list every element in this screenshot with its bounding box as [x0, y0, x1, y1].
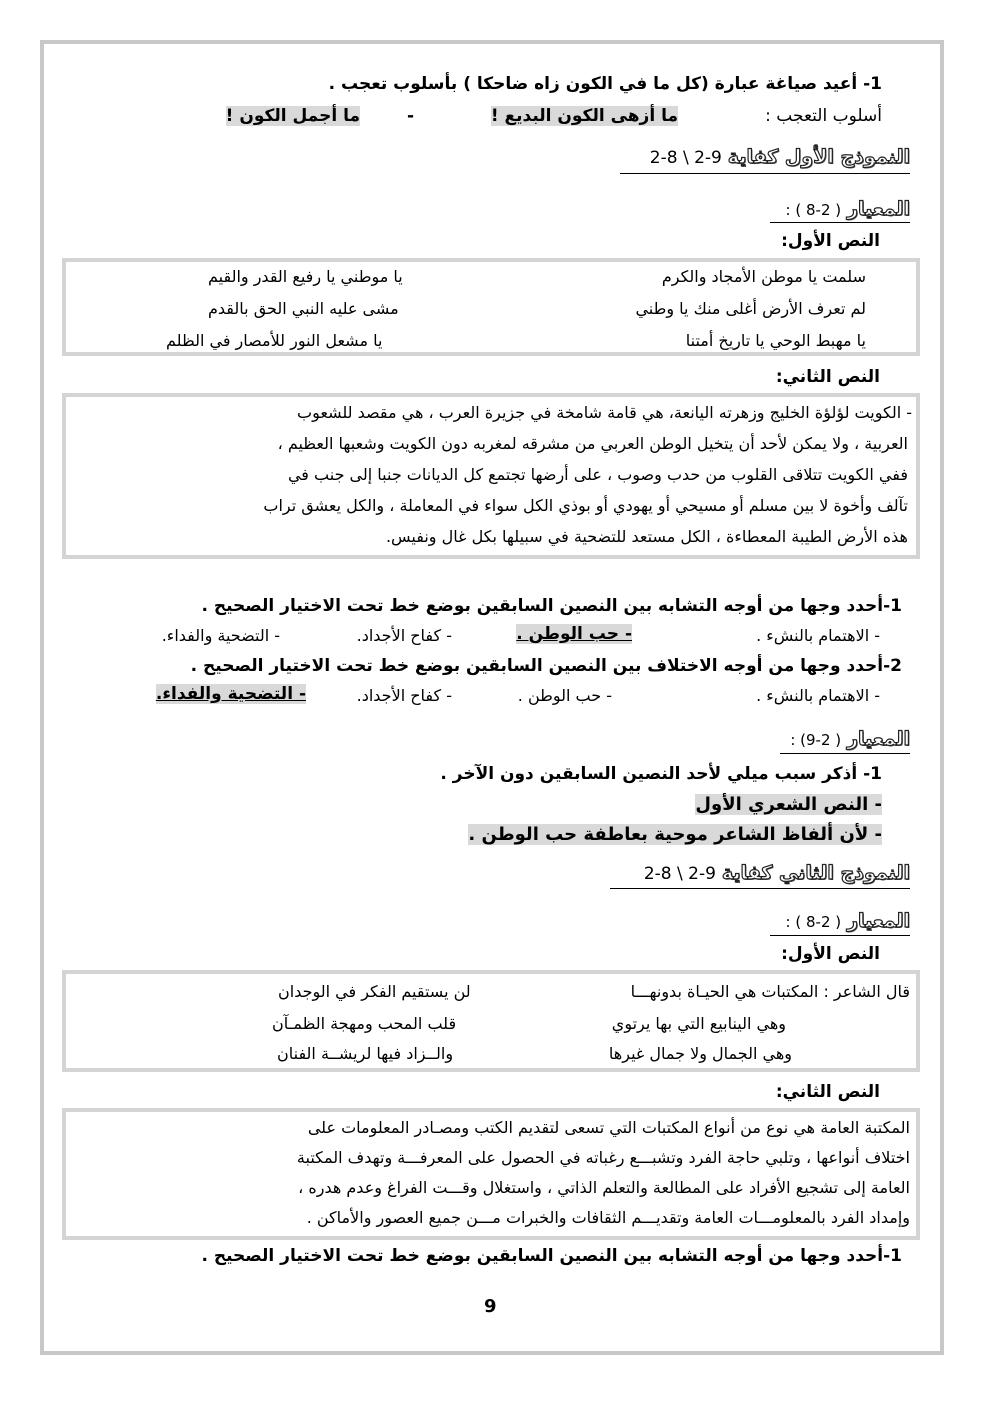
exclamation-answer-1: ما أزهى الكون البديع !: [490, 106, 678, 126]
poem-verse-right: وهي الينابيع التي بها يرتوي: [611, 1014, 786, 1033]
prose-line: المكتبة العامة هي نوع من أنواع المكتبات التي تسعى لتقديم الكتب ومصـادر المعلومات على: [307, 1118, 910, 1137]
prose-line: - الكويت لؤلؤة الخليج وزهرته اليانعة، هي قامة شامخة في جزيرة العرب ، هي مقصد للشعوب: [297, 403, 912, 422]
model2-standard-1-underline: [770, 935, 910, 936]
poem-verse-right: يا مهبط الوحي يا تاريخ أمتنا: [685, 331, 866, 350]
model2-prose-box: [62, 1108, 920, 1240]
poem-verse-right: سلمت يا موطن الأمجاد والكرم: [661, 267, 866, 286]
option-item: - كفاح الأجداد.: [356, 626, 452, 645]
model1-text2-label: النص الثاني:: [775, 367, 880, 387]
model2-text1-label: النص الأول:: [781, 944, 880, 964]
poem-verse-left: يا مشعل النور للأمصار في الظلم: [166, 331, 383, 350]
option-item-selected: - التضحية والفداء.: [155, 684, 306, 704]
model1-question-difference: 2-أحدد وجها من أوجه الاختلاف بين النصين السابقين بوضع خط تحت الاختيار الصحيح .: [190, 656, 902, 676]
poem-verse-right: وهي الجمال ولا جمال غيرها: [608, 1044, 792, 1063]
model1-prose-box: [62, 393, 920, 559]
option-item: - الاهتمام بالنشء .: [756, 626, 880, 645]
model1-question-preference: 1- أذكر سبب ميلي لأحد النصين السابقين دون الآخر .: [440, 764, 882, 784]
poem-verse-left: لن يستقيم الفكر في الوجدان: [278, 982, 471, 1001]
prose-line: اختلاف أنواعها ، وتلبي حاجة الفرد وتشبـــع رغباته في الحصول على المعرفـــة وتهدف المكتبة: [296, 1148, 910, 1167]
model2-text2-label: النص الثاني:: [775, 1082, 880, 1102]
intro-question: 1- أعيد صياغة عبارة (كل ما في الكون زاه ضاحكا ) بأسلوب تعجب .: [328, 74, 882, 94]
prose-line: هذه الأرض الطيبة المعطاءة ، الكل مستعد للتضحية في سبيلها بكل غال ونفيس.: [385, 527, 908, 546]
poem-verse-left: قلب المحب ومهجة الظمـآن: [272, 1014, 457, 1033]
option-item: - حب الوطن .: [517, 686, 612, 705]
model2-question-similarity: 1-أحدد وجها من أوجه التشابه بين النصين السابقين بوضع خط تحت الاختيار الصحيح .: [201, 1246, 902, 1266]
option-item: - كفاح الأجداد.: [356, 686, 452, 705]
prose-line: تآلف وأخوة لا بين مسلم أو مسيحي أو يهودي أو بوذي الكل سواء في المعاملة ، والكل يعشق تراب: [263, 496, 908, 515]
model1-standard-1: المعيار ( 2-8 ) :: [785, 198, 910, 220]
model1-poem-box: [62, 258, 920, 356]
option-item: - الاهتمام بالنشء .: [756, 686, 880, 705]
prose-line: ففي الكويت تتلاقى القلوب من حدب وصوب ، على أرضها تجتمع كل الديانات جنبا إلى جنب في: [287, 465, 908, 484]
poem-verse-right: لم تعرف الأرض أغلى منك يا وطني: [635, 299, 866, 318]
exclamation-dash: -: [406, 106, 414, 126]
model1-question-similarity: 1-أحدد وجها من أوجه التشابه بين النصين السابقين بوضع خط تحت الاختيار الصحيح .: [201, 596, 902, 616]
model1-title: النموذج الأول كفاية 2-8 \ 2-9: [649, 146, 910, 168]
model2-title: النموذج الثاني كفاية 2-8 \ 2-9: [643, 862, 910, 884]
preference-answer-2: - لأن ألفاظ الشاعر موحية بعاطفة حب الوطن .: [468, 824, 882, 845]
exclamation-answer-2: ما أجمل الكون !: [225, 106, 360, 126]
poem-verse-left: يا موطني يا رفيع القدر والقيم: [208, 267, 403, 286]
prose-line: وإمداد الفرد بالمعلومـــات العامة وتقديـــم الثقافات والخبرات مـــن جميع العصور والأماكن .: [306, 1208, 910, 1227]
model1-title-underline: [620, 173, 910, 174]
preference-answer-1: - النص الشعري الأول: [695, 794, 882, 815]
poem-verse-right: قال الشاعر : المكتبات هي الحيـاة بدونهـــا: [630, 982, 910, 1001]
model1-standard-2: المعيار ( 2-9) :: [790, 728, 910, 750]
model2-title-underline: [610, 888, 910, 889]
page-number: 9: [484, 1296, 497, 1317]
model2-poem-box: [62, 970, 920, 1072]
poem-verse-left: مشى عليه النبي الحق بالقدم: [208, 299, 399, 318]
model1-text1-label: النص الأول:: [781, 231, 880, 251]
prose-line: العامة إلى تشجيع الأفراد على المطالعة والتعلم الذاتي ، واستغلال وقـــت الفراغ وعدم هدره ،: [298, 1178, 910, 1197]
option-item-selected: - حب الوطن .: [516, 624, 632, 644]
model2-standard-1: المعيار ( 2-8 ) :: [785, 910, 910, 932]
poem-verse-left: والــزاد فيها لريشــة الفنان: [277, 1044, 454, 1063]
model1-standard-2-underline: [780, 753, 910, 754]
exclamation-label: أسلوب التعجب :: [765, 106, 882, 126]
prose-line: العربية ، ولا يمكن لأحد أن يتخيل الوطن العربي من مشرقه لمغربه دون الكويت وشعبها العظيم ،: [277, 434, 908, 453]
option-item: - التضحية والفداء.: [161, 626, 280, 645]
model1-standard-1-underline: [770, 222, 910, 223]
